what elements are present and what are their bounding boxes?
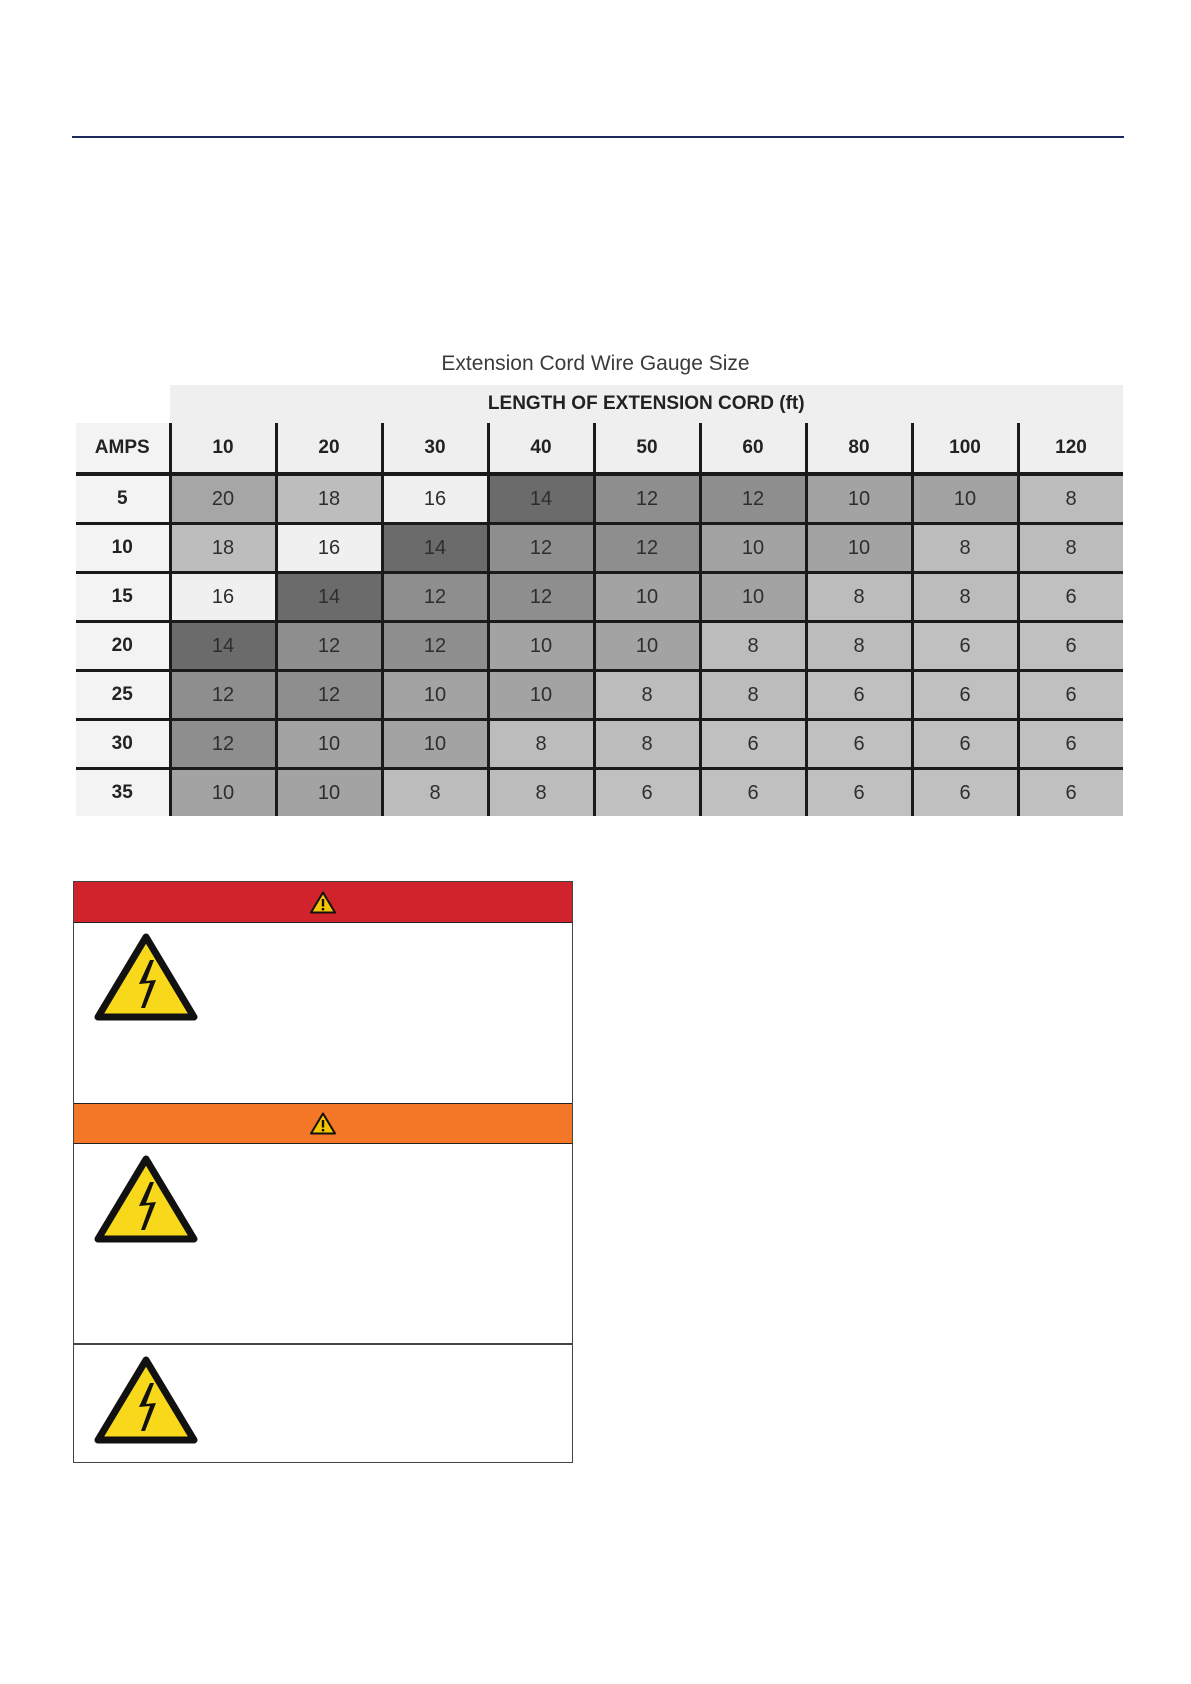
gauge-cell: 6 bbox=[1018, 622, 1123, 671]
gauge-cell: 12 bbox=[382, 622, 488, 671]
length-header: 40 bbox=[488, 423, 594, 474]
gauge-cell: 16 bbox=[382, 474, 488, 524]
gauge-cell: 6 bbox=[912, 769, 1018, 817]
table-title: Extension Cord Wire Gauge Size bbox=[441, 352, 750, 375]
gauge-cell: 12 bbox=[382, 573, 488, 622]
gauge-cell: 8 bbox=[1018, 524, 1123, 573]
alert-triangle-icon bbox=[310, 1112, 336, 1135]
gauge-cell: 16 bbox=[170, 573, 276, 622]
table-row bbox=[76, 622, 1123, 671]
gauge-cell: 18 bbox=[276, 474, 382, 524]
gauge-cell: 10 bbox=[806, 524, 912, 573]
gauge-cell: 8 bbox=[700, 622, 806, 671]
gauge-cell: 6 bbox=[700, 720, 806, 769]
table-column-header-row bbox=[76, 423, 1123, 474]
length-header: 60 bbox=[700, 423, 806, 474]
gauge-cell: 6 bbox=[912, 622, 1018, 671]
gauge-cell: 10 bbox=[700, 573, 806, 622]
gauge-cell: 8 bbox=[594, 671, 700, 720]
table-group-header-row bbox=[76, 385, 1123, 423]
gauge-cell: 8 bbox=[488, 769, 594, 817]
length-header: 10 bbox=[170, 423, 276, 474]
electrical-hazard-icon bbox=[94, 1355, 198, 1445]
gauge-cell: 8 bbox=[912, 524, 1018, 573]
gauge-cell: 6 bbox=[806, 720, 912, 769]
gauge-cell: 10 bbox=[170, 769, 276, 817]
gauge-cell: 12 bbox=[594, 474, 700, 524]
gauge-cell: 6 bbox=[1018, 573, 1123, 622]
amps-cell: 25 bbox=[76, 671, 170, 720]
gauge-cell: 10 bbox=[276, 720, 382, 769]
amps-header: AMPS bbox=[76, 423, 170, 474]
gauge-cell: 12 bbox=[276, 671, 382, 720]
gauge-cell: 14 bbox=[276, 573, 382, 622]
gauge-cell: 6 bbox=[912, 720, 1018, 769]
table-row bbox=[76, 720, 1123, 769]
gauge-cell: 12 bbox=[488, 524, 594, 573]
gauge-cell: 8 bbox=[700, 671, 806, 720]
gauge-cell: 10 bbox=[912, 474, 1018, 524]
gauge-cell: 12 bbox=[594, 524, 700, 573]
amps-cell: 10 bbox=[76, 524, 170, 573]
gauge-cell: 10 bbox=[594, 573, 700, 622]
length-header: 50 bbox=[594, 423, 700, 474]
gauge-cell: 10 bbox=[488, 671, 594, 720]
gauge-cell: 12 bbox=[170, 720, 276, 769]
electrical-hazard-icon bbox=[94, 932, 198, 1022]
gauge-cell: 12 bbox=[700, 474, 806, 524]
length-header: 30 bbox=[382, 423, 488, 474]
gauge-cell: 12 bbox=[170, 671, 276, 720]
gauge-cell: 18 bbox=[170, 524, 276, 573]
gauge-cell: 14 bbox=[170, 622, 276, 671]
amps-cell: 20 bbox=[76, 622, 170, 671]
gauge-cell: 10 bbox=[594, 622, 700, 671]
gauge-cell: 12 bbox=[276, 622, 382, 671]
gauge-cell: 10 bbox=[276, 769, 382, 817]
gauge-cell: 6 bbox=[1018, 720, 1123, 769]
gauge-cell: 10 bbox=[700, 524, 806, 573]
length-header: 120 bbox=[1018, 423, 1123, 474]
gauge-cell: 8 bbox=[488, 720, 594, 769]
danger-banner bbox=[74, 882, 572, 923]
header-rule bbox=[72, 136, 1124, 138]
length-header: 80 bbox=[806, 423, 912, 474]
gauge-cell: 8 bbox=[1018, 474, 1123, 524]
gauge-cell: 16 bbox=[276, 524, 382, 573]
gauge-cell: 8 bbox=[594, 720, 700, 769]
amps-cell: 15 bbox=[76, 573, 170, 622]
table-row bbox=[76, 524, 1123, 573]
table-row bbox=[76, 474, 1123, 524]
warning-divider bbox=[74, 1343, 572, 1345]
gauge-cell: 6 bbox=[912, 671, 1018, 720]
gauge-cell: 6 bbox=[1018, 769, 1123, 817]
warning-banner bbox=[74, 1103, 572, 1144]
table-row bbox=[76, 573, 1123, 622]
amps-cell: 35 bbox=[76, 769, 170, 817]
table-corner bbox=[76, 385, 170, 423]
gauge-cell: 6 bbox=[806, 769, 912, 817]
gauge-cell: 14 bbox=[382, 524, 488, 573]
gauge-cell: 6 bbox=[806, 671, 912, 720]
length-header: 100 bbox=[912, 423, 1018, 474]
table-row bbox=[76, 769, 1123, 817]
gauge-cell: 8 bbox=[912, 573, 1018, 622]
gauge-cell: 10 bbox=[382, 671, 488, 720]
amps-cell: 5 bbox=[76, 474, 170, 524]
gauge-cell: 10 bbox=[488, 622, 594, 671]
safety-warnings-box bbox=[73, 881, 573, 1463]
gauge-cell: 8 bbox=[806, 573, 912, 622]
gauge-cell: 8 bbox=[806, 622, 912, 671]
gauge-cell: 10 bbox=[382, 720, 488, 769]
gauge-cell: 20 bbox=[170, 474, 276, 524]
gauge-cell: 6 bbox=[594, 769, 700, 817]
amps-cell: 30 bbox=[76, 720, 170, 769]
table-row bbox=[76, 671, 1123, 720]
gauge-cell: 6 bbox=[700, 769, 806, 817]
length-header: 20 bbox=[276, 423, 382, 474]
gauge-cell: 6 bbox=[1018, 671, 1123, 720]
alert-triangle-icon bbox=[310, 891, 336, 914]
electrical-hazard-icon bbox=[94, 1154, 198, 1244]
wire-gauge-table bbox=[76, 385, 1123, 816]
gauge-cell: 12 bbox=[488, 573, 594, 622]
length-group-header: LENGTH OF EXTENSION CORD (ft) bbox=[170, 385, 1123, 423]
gauge-cell: 14 bbox=[488, 474, 594, 524]
gauge-cell: 8 bbox=[382, 769, 488, 817]
gauge-cell: 10 bbox=[806, 474, 912, 524]
